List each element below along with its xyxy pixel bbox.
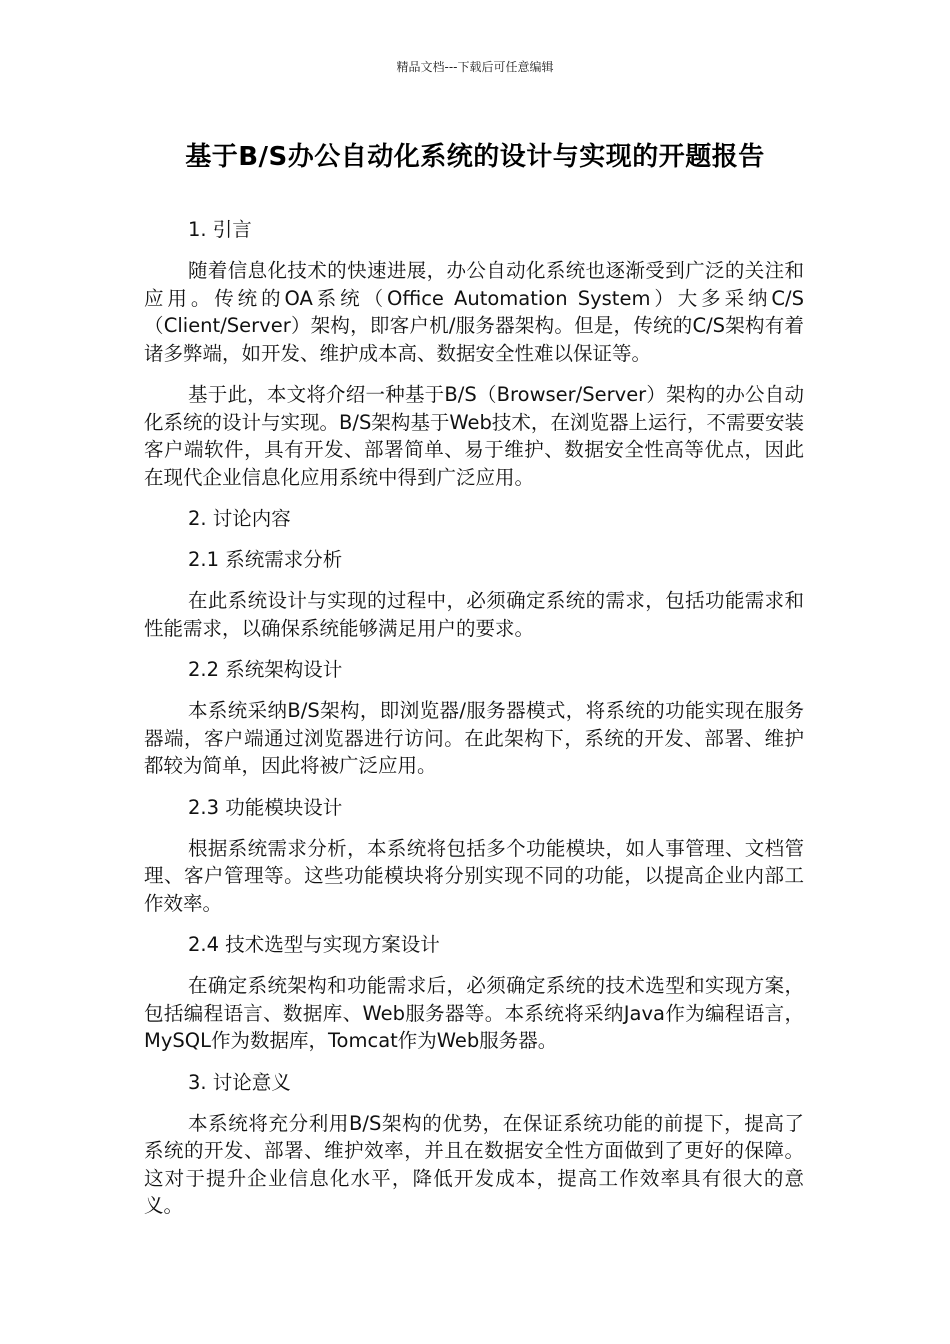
paragraph-intro-1: 随着信息化技术的快速进展，办公自动化系统也逐渐受到广泛的关注和应用。传统的OA系统（Office Automation System）大多采纳C/S（Client/Server）架构，即客户机/服务器架构。但是，传统的C/S架构有着诸多弊端，如开发、维护成本高、数据安全性难以保证等。: [144, 259, 804, 365]
section-heading-content: 2. 讨论内容: [188, 507, 291, 530]
paragraph-significance: 本系统将充分利用B/S架构的优势，在保证系统功能的前提下，提高了系统的开发、部署、维护效率，并且在数据安全性方面做到了更好的保障。这对于提升企业信息化水平，降低开发成本，提高工作效率具有很大的意义。: [144, 1111, 804, 1217]
section-heading-2-1: 2.1 系统需求分析: [188, 548, 343, 571]
paragraph-2-3: 根据系统需求分析，本系统将包括多个功能模块，如人事管理、文档管理、客户管理等。这些功能模块将分别实现不同的功能，以提高企业内部工作效率。: [144, 836, 804, 915]
section-heading-2-2: 2.2 系统架构设计: [188, 658, 343, 681]
paragraph-2-2: 本系统采纳B/S架构，即浏览器/服务器模式，将系统的功能实现在服务器端，客户端通过浏览器进行访问。在此架构下，系统的开发、部署、维护都较为简单，因此将被广泛应用。: [144, 699, 804, 777]
section-heading-intro: 1. 引言: [188, 218, 252, 241]
document-body: [144, 216, 804, 1234]
paragraph-2-4: 在确定系统架构和功能需求后，必须确定系统的技术选型和实现方案，包括编程语言、数据库、Web服务器等。本系统将采纳Java作为编程语言，MySQL作为数据库，Tomcat作为Web服务器。: [144, 974, 804, 1052]
section-heading-2-3: 2.3 功能模块设计: [188, 795, 343, 819]
header-watermark: 精品文档---下载后可任意编辑: [396, 60, 554, 74]
section-heading-significance: 3. 讨论意义: [188, 1070, 291, 1094]
paragraph-intro-2: 基于此，本文将介绍一种基于B/S（Browser/Server）架构的办公自动化系统的设计与实现。B/S架构基于Web技术，在浏览器上运行，不需要安装客户端软件，具有开发、部署简单、易于维护、数据安全性高等优点，因此在现代企业信息化应用系统中得到广泛应用。: [144, 383, 804, 489]
paragraph-2-1: 在此系统设计与实现的过程中，必须确定系统的需求，包括功能需求和性能需求，以确保系统能够满足用户的要求。: [144, 589, 804, 640]
section-heading-2-4: 2.4 技术选型与实现方案设计: [188, 933, 440, 956]
document-title: 基于B/S办公自动化系统的设计与实现的开题报告: [185, 142, 765, 172]
